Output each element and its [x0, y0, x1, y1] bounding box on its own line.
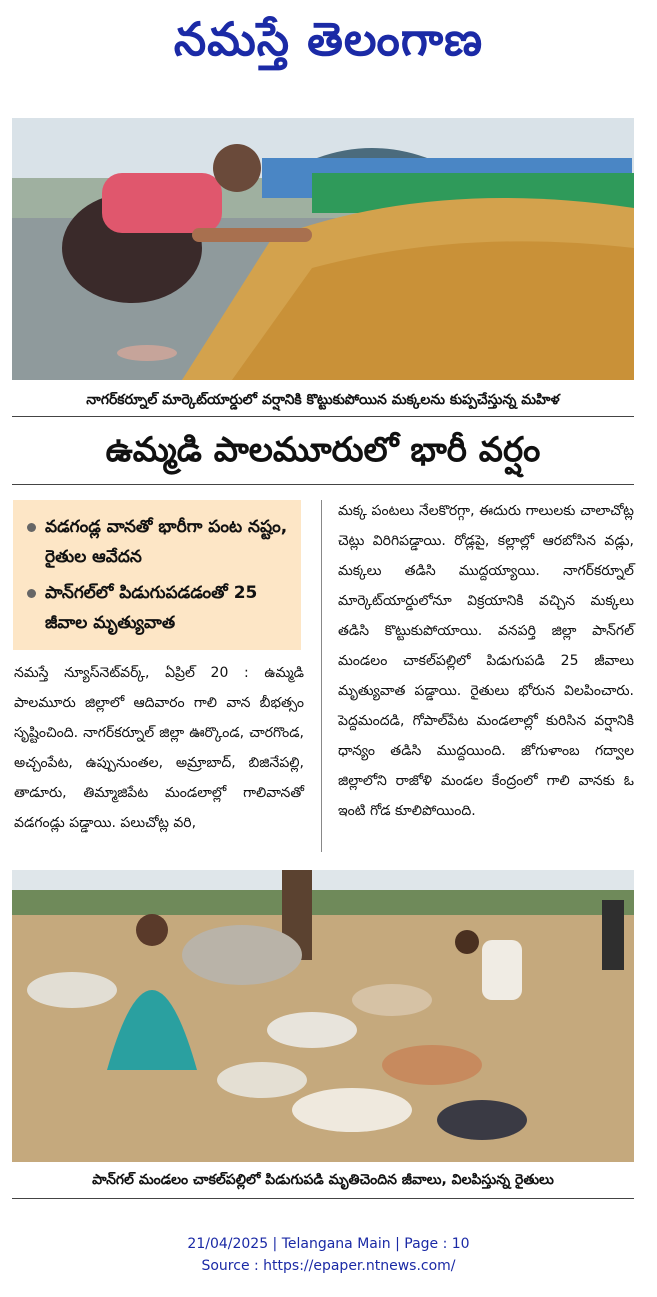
- highlight-text: పాన్‌గల్‌లో పిడుగుపడడంతో 25 జీవాల మృత్యువాత: [45, 583, 258, 633]
- masthead: [0, 0, 657, 90]
- article-column-right: మక్క పంటలు నేలకొరగ్గా, ఈదురు గాలులకు చాలాచోట్ల చెట్లు విరిగిపడ్డాయి. రోడ్లపై, కల్లాల్లో ఆరబోసిన వడ్లు, మక్కలు తడిసి ముద్దయ్యాయి. నాగర్‌కర్నూల్ మార్కెట్‌యార్డులోనూ విక్రయానికి వచ్చిన మక్కలు తడిసి కొట్టుకుపోయాయి. వనపర్తి జిల్లా పాన్‌గల్ మండలం చాకల్‌పల్లిలో పిడుగుపడి 25 జీవాలు మృత్యువాత పడ్డాయి. రైతులు భోరున విలపించారు. పెద్దమందడి, గోపాల్‌పేట మండలాల్లో కురిసిన వర్షానికి ధాన్యం తడిసి ముద్దయింది. జోగుళాంబ గద్వాల జిల్లాలోని రాజోళి మండల కేంద్రంలో గాలి వానకు ఓ ఇంటి గోడ కూలిపోయింది.: [338, 503, 634, 819]
- column-divider: [321, 500, 322, 852]
- market-yard-photo-illustration: [12, 118, 634, 380]
- footer-source: Source : https://epaper.ntnews.com/: [201, 1258, 456, 1274]
- bullet-icon: [27, 589, 36, 598]
- divider: [12, 1198, 634, 1199]
- bullet-icon: [27, 523, 36, 532]
- bottom-photo-caption: పాన్‌గల్ మండలం చాకల్‌పల్లిలో పిడుగుపడి మృతిచెందిన జీవాలు, విలపిస్తున్న రైతులు: [92, 1172, 554, 1188]
- divider: [12, 416, 634, 417]
- headline: ఉమ్మడి పాలమూరులో భారీ వర్షం: [105, 430, 541, 470]
- highlight-text: వడగండ్ల వానతో భారీగా పంట నష్టం, రైతుల ఆవేదన: [45, 517, 288, 567]
- masthead-title: నమస్తే తెలంగాణ: [173, 12, 484, 66]
- highlight-item: [27, 512, 291, 572]
- lightning-deaths-photo: [12, 870, 634, 1162]
- divider: [12, 484, 634, 485]
- market-yard-photo: [12, 118, 634, 380]
- top-photo-caption: నాగర్‌కర్నూల్ మార్కెట్‌యార్డులో వర్షానికి కొట్టుకుపోయిన మక్కలను కుప్పచేస్తున్న మహిళ: [86, 392, 560, 408]
- article-column-left: నమస్తే న్యూస్‌నెట్‌వర్క్, ఏప్రిల్ 20 : ఉమ్మడి పాలమూరు జిల్లాలో ఆదివారం గాలి వాన బీభత్సం సృష్టించింది. నాగర్‌కర్నూల్ జిల్లా ఊర్కొండ, చారగొండ, అచ్చంపేట, ఉప్పునుంతల, అమ్రాబాద్, బిజినేపల్లి, తాడూరు, తిమ్మాజిపేట మండలాల్లో గాలివానతో వడగండ్లు పడ్డాయి. పలుచోట్ల వరి,: [14, 665, 304, 831]
- highlights-box: [13, 500, 301, 650]
- lightning-deaths-photo-illustration: [12, 870, 634, 1162]
- footer-date-page: 21/04/2025 | Telangana Main | Page : 10: [187, 1236, 470, 1252]
- highlight-item: [27, 578, 291, 638]
